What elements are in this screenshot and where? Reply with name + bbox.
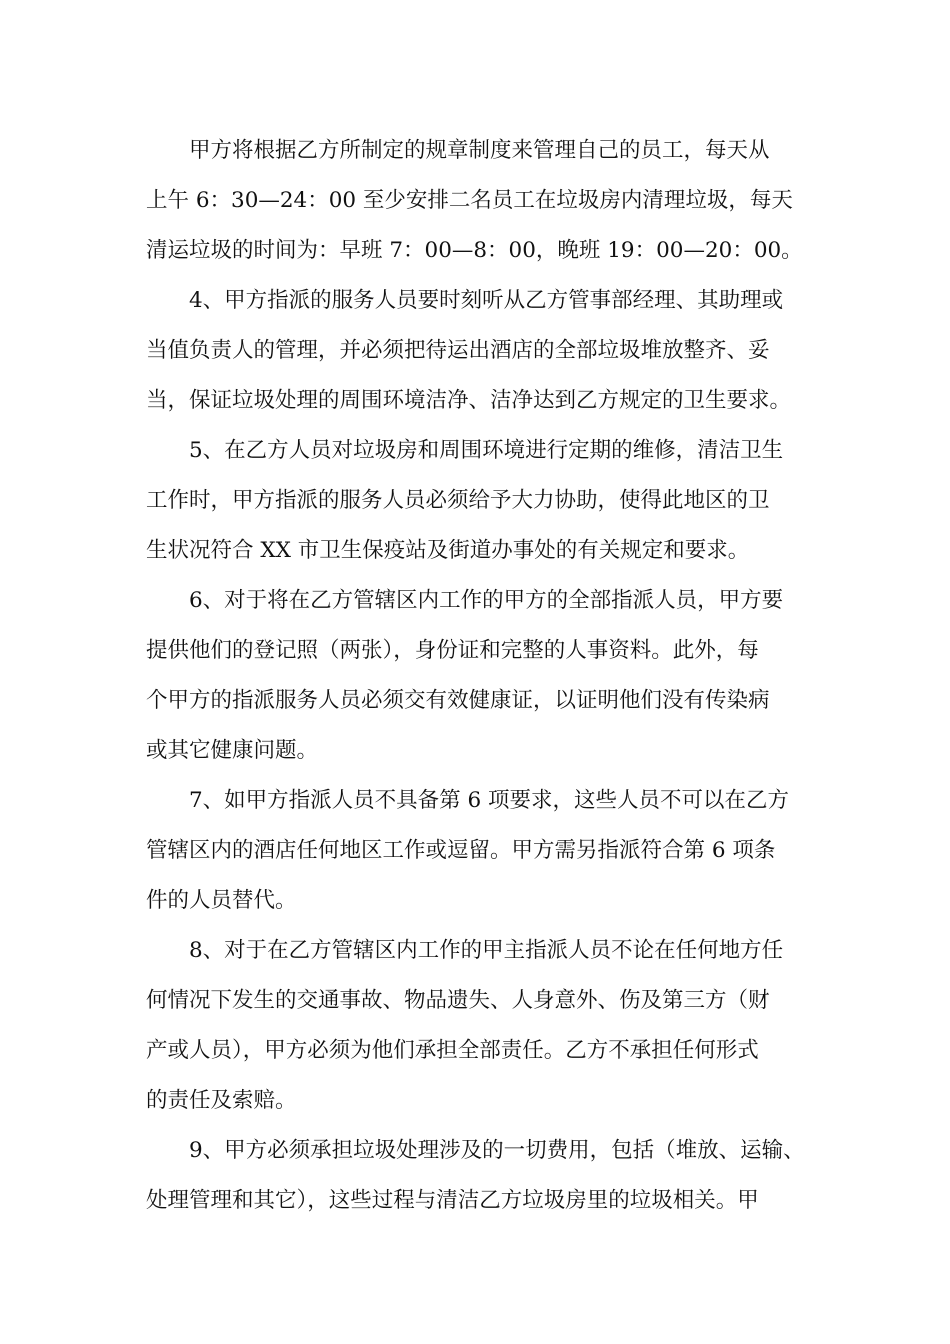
text-line: 清运垃圾的时间为：早班 7：00—8：00，晚班 19：00—20：00。	[146, 238, 803, 263]
text-line: 当，保证垃圾处理的周围环境洁净、洁净达到乙方规定的卫生要求。	[146, 388, 792, 413]
text-line: 当值负责人的管理，并必须把待运出酒店的全部垃圾堆放整齐、妥	[146, 338, 770, 363]
text-line: 何情况下发生的交通事故、物品遗失、人身意外、伤及第三方（财	[146, 988, 770, 1013]
text-line: 4、甲方指派的服务人员要时刻听从乙方管事部经理、其助理或	[189, 288, 784, 313]
text-line: 产或人员），甲方必须为他们承担全部责任。乙方不承担任何形式	[146, 1038, 759, 1063]
text-line: 6、对于将在乙方管辖区内工作的甲方的全部指派人员，甲方要	[189, 588, 784, 613]
text-line: 或其它健康问题。	[146, 738, 319, 763]
text-line: 生状况符合 XX 市卫生保疫站及街道办事处的有关规定和要求。	[146, 538, 750, 563]
text-line: 7、如甲方指派人员不具备第 6 项要求，这些人员不可以在乙方	[189, 788, 790, 813]
text-line: 工作时，甲方指派的服务人员必须给予大力协助，使得此地区的卫	[146, 488, 770, 513]
text-line: 甲方将根据乙方所制定的规章制度来管理自己的员工，每天从	[189, 138, 770, 163]
text-line: 的责任及索赔。	[146, 1088, 297, 1113]
text-line: 提供他们的登记照（两张），身份证和完整的人事资料。此外，每	[146, 638, 759, 663]
text-line: 个甲方的指派服务人员必须交有效健康证，以证明他们没有传染病	[146, 688, 770, 713]
text-line: 8、对于在乙方管辖区内工作的甲主指派人员不论在任何地方任	[189, 938, 784, 963]
text-line: 5、在乙方人员对垃圾房和周围环境进行定期的维修，清洁卫生	[189, 438, 784, 463]
text-line: 9、甲方必须承担垃圾处理涉及的一切费用，包括（堆放、运输、	[189, 1138, 805, 1163]
text-line: 处理管理和其它），这些过程与清洁乙方垃圾房里的垃圾相关。甲	[146, 1188, 759, 1213]
text-line: 管辖区内的酒店任何地区工作或逗留。甲方需另指派符合第 6 项条	[146, 838, 776, 863]
document-body	[146, 126, 810, 1226]
text-line: 上午 6：30—24：00 至少安排二名员工在垃圾房内清理垃圾，每天	[146, 188, 793, 213]
text-line: 件的人员替代。	[146, 888, 297, 913]
